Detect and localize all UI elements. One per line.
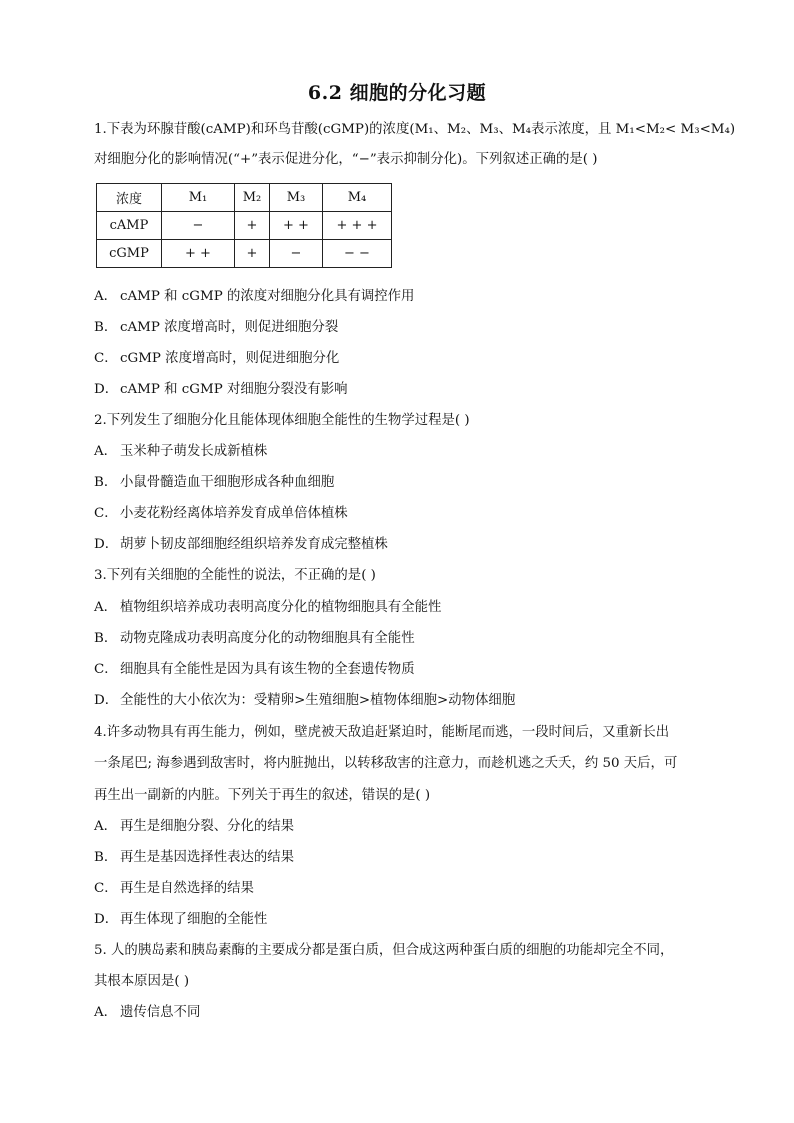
option-text: 动物克隆成功表明高度分化的动物细胞具有全能性 [120, 631, 415, 646]
question-3-option-a [94, 599, 441, 617]
table-header-row [97, 184, 392, 212]
question-1-option-b [94, 319, 338, 337]
question-5-option-a [94, 1004, 200, 1022]
question-4-stem-line-1: 4.许多动物具有再生能力，例如，壁虎被天敌追赶紧迫时，能断尾而逃，一段时间后，又重新长出 [94, 725, 670, 740]
option-letter: A． [94, 289, 118, 304]
table-cell: − [270, 240, 323, 268]
option-text: 再生是自然选择的结果 [120, 881, 254, 896]
question-3-stem: 3.下列有关细胞的全能性的说法，不正确的是( ) [94, 568, 376, 583]
question-4-option-d [94, 911, 267, 929]
option-letter: B． [94, 320, 118, 335]
table-row [97, 240, 392, 268]
option-letter: A． [94, 1005, 118, 1020]
option-text: 小鼠骨髓造血干细胞形成各种血细胞 [120, 475, 335, 490]
question-3-option-b [94, 630, 415, 648]
option-text: 再生体现了细胞的全能性 [120, 912, 268, 927]
option-letter: D． [94, 912, 119, 927]
option-letter: D． [94, 537, 119, 552]
table-cell: cGMP [97, 240, 162, 268]
option-letter: C． [94, 662, 118, 677]
option-text: cGMP 浓度增高时，则促进细胞分化 [120, 351, 340, 366]
table-cell: + + [270, 212, 323, 240]
table-cell: + + + [323, 212, 392, 240]
question-3-option-c [94, 661, 415, 679]
question-1-option-c [94, 350, 339, 368]
option-letter: B． [94, 631, 118, 646]
option-text: 小麦花粉经离体培养发育成单倍体植株 [120, 506, 348, 521]
question-2-option-b [94, 474, 334, 492]
table-header-cell: M₃ [270, 184, 323, 212]
option-text: 再生是细胞分裂、分化的结果 [120, 819, 295, 834]
question-4-stem-line-3: 再生出一副新的内脏。下列关于再生的叙述，错误的是( ) [94, 788, 431, 803]
question-4-stem-line-2: 一条尾巴; 海参遇到敌害时，将内脏抛出，以转移敌害的注意力，而趁机逃之夭夭，约 50 天后，可 [94, 756, 678, 771]
question-2-stem: 2.下列发生了细胞分化且能体现体细胞全能性的生物学过程是( ) [94, 413, 470, 428]
question-2-option-a [94, 443, 267, 461]
table-header-cell: 浓度 [97, 184, 162, 212]
option-letter: A． [94, 444, 118, 459]
question-4-option-a [94, 818, 294, 836]
question-1-option-a [94, 288, 414, 306]
option-text: cAMP 浓度增高时，则促进细胞分裂 [120, 320, 339, 335]
option-letter: D． [94, 382, 119, 397]
option-letter: B． [94, 850, 118, 865]
table-header-cell: M₁ [162, 184, 235, 212]
table-header-cell: M₄ [323, 184, 392, 212]
table-cell: + + [162, 240, 235, 268]
question-5-stem-line-1: 5. 人的胰岛素和胰岛素酶的主要成分都是蛋白质，但合成这两种蛋白质的细胞的功能却完全不同， [94, 943, 674, 958]
question-1-option-d [94, 381, 347, 399]
question-3-option-d [94, 692, 515, 710]
concentration-effect-table [96, 183, 392, 268]
question-5-stem-line-2: 其根本原因是( ) [94, 974, 190, 989]
option-letter: C． [94, 881, 118, 896]
option-letter: A． [94, 819, 118, 834]
page-title: 6.2 细胞的分化习题 [307, 82, 487, 104]
option-text: 玉米种子萌发长成新植株 [120, 444, 268, 459]
question-4-option-b [94, 849, 294, 867]
question-1-stem-line-2: 对细胞分化的影响情况(“+”表示促进分化，“−”表示抑制分化)。下列叙述正确的是( ) [94, 152, 598, 167]
table-cell: − − [323, 240, 392, 268]
option-text: 胡萝卜韧皮部细胞经组织培养发育成完整植株 [120, 537, 388, 552]
option-text: cAMP 和 cGMP 对细胞分裂没有影响 [120, 382, 348, 397]
option-text: 植物组织培养成功表明高度分化的植物细胞具有全能性 [120, 600, 442, 615]
question-1-stem-line-1: 1.下表为环腺苷酸(cAMP)和环鸟苷酸(cGMP)的浓度(M₁、M₂、M₃、M₄表示浓度，且 M₁<M₂< M₃<M₄) [94, 122, 736, 137]
option-text: 全能性的大小依次为：受精卵>生殖细胞>植物体细胞>动物体细胞 [120, 693, 516, 708]
question-2-option-d [94, 536, 388, 554]
option-letter: D． [94, 693, 119, 708]
option-letter: C． [94, 351, 118, 366]
option-letter: B． [94, 475, 118, 490]
option-text: cAMP 和 cGMP 的浓度对细胞分化具有调控作用 [120, 289, 415, 304]
table-row [97, 212, 392, 240]
table-cell: + [235, 240, 270, 268]
table-header-cell: M₂ [235, 184, 270, 212]
table-cell: cAMP [97, 212, 162, 240]
table-cell: + [235, 212, 270, 240]
question-4-option-c [94, 880, 254, 898]
question-2-option-c [94, 505, 348, 523]
option-text: 细胞具有全能性是因为具有该生物的全套遗传物质 [120, 662, 415, 677]
option-text: 再生是基因选择性表达的结果 [120, 850, 295, 865]
option-letter: A． [94, 600, 118, 615]
option-letter: C． [94, 506, 118, 521]
option-text: 遗传信息不同 [120, 1005, 201, 1020]
table-cell: − [162, 212, 235, 240]
